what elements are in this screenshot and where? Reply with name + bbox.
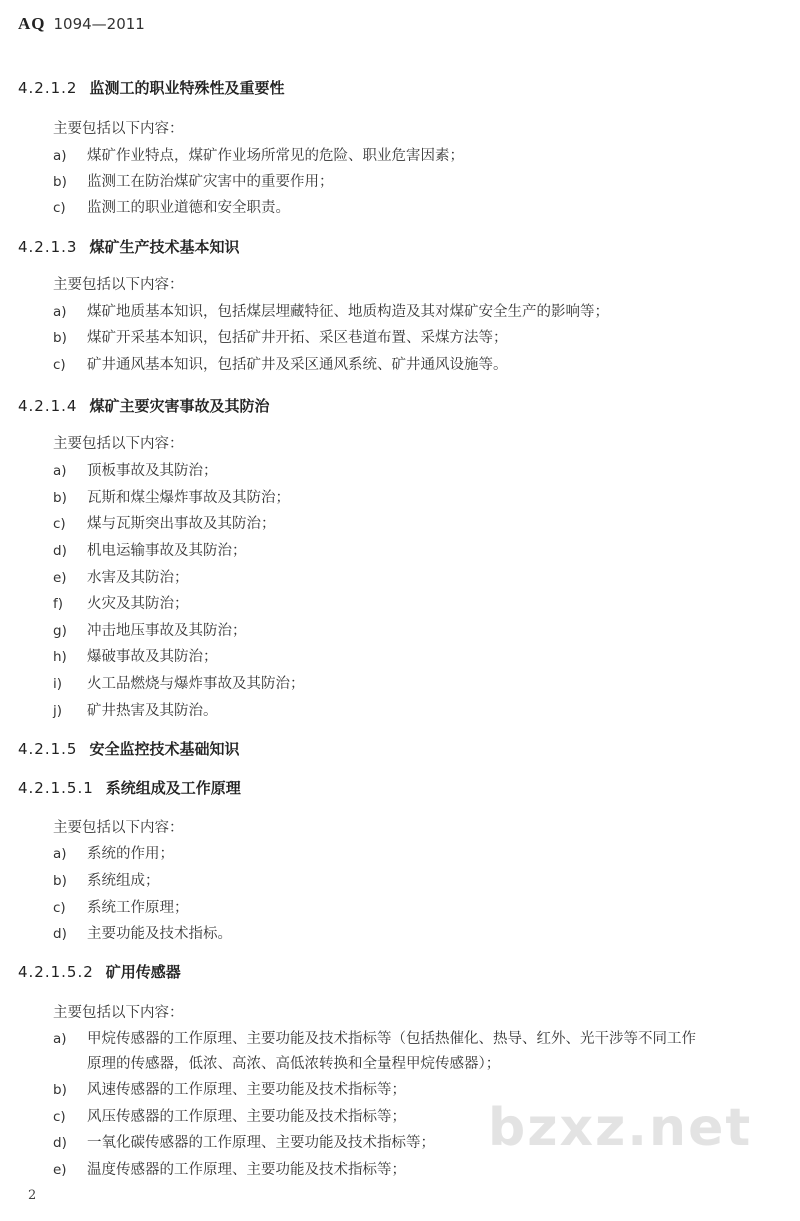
list-text: 风压传感器的工作原理、主要功能及技术指标等； (87, 1109, 406, 1125)
section-number: 4.2.1.2 (18, 79, 78, 97)
list-marker: c) (53, 200, 66, 216)
list-marker: c) (53, 357, 66, 373)
section-number: 4.2.1.5.2 (18, 963, 94, 981)
list-text: 煤矿作业特点，煤矿作业场所常见的危险、职业危害因素； (87, 148, 464, 164)
section-number: 4.2.1.3 (18, 238, 78, 256)
list-text: 矿井通风基本知识，包括矿井及采区通风系统、矿井通风设施等。 (87, 357, 508, 373)
list-item (53, 869, 160, 890)
list-text: 煤矿地质基本知识，包括煤层埋藏特征、地质构造及其对煤矿安全生产的影响等； (87, 304, 609, 320)
list-item (53, 512, 276, 533)
list-text: 瓦斯和煤尘爆炸事故及其防治； (87, 490, 290, 506)
list-marker: d) (53, 926, 67, 942)
list-text: 矿井热害及其防治。 (87, 703, 218, 719)
list-marker: b) (53, 1082, 67, 1098)
list-text: 监测工在防治煤矿灾害中的重要作用； (87, 174, 334, 190)
list-marker: c) (53, 900, 66, 916)
list-item (53, 896, 189, 917)
section-intro: 主要包括以下内容： (53, 121, 184, 137)
list-item (53, 1158, 406, 1179)
list-text: 系统的作用； (87, 846, 174, 862)
standard-number: 1094—2011 (53, 15, 145, 33)
list-marker: a) (53, 148, 67, 164)
list-text: 一氧化碳传感器的工作原理、主要功能及技术指标等； (87, 1135, 435, 1151)
list-text: 水害及其防治； (87, 570, 189, 586)
list-item (53, 486, 290, 507)
list-text: 爆破事故及其防治； (87, 649, 218, 665)
list-marker: h) (53, 649, 67, 665)
list-item (53, 539, 247, 560)
list-marker: j) (53, 703, 63, 719)
section-heading-4-2-1-4 (18, 395, 270, 416)
list-marker: a) (53, 304, 67, 320)
list-text: 风速传感器的工作原理、主要功能及技术指标等； (87, 1082, 406, 1098)
section-title: 煤矿生产技术基本知识 (89, 238, 240, 256)
list-marker: f) (53, 596, 64, 612)
list-marker: b) (53, 873, 67, 889)
list-marker: b) (53, 490, 67, 506)
list-text: 煤矿开采基本知识，包括矿井开拓、采区巷道布置、采煤方法等； (87, 330, 508, 346)
list-item (53, 672, 305, 693)
list-item (53, 1027, 696, 1048)
section-heading-4-2-1-2 (18, 77, 285, 98)
list-marker: e) (53, 570, 67, 586)
list-text: 甲烷传感器的工作原理、主要功能及技术指标等（包括热催化、热导、红外、光干涉等不同工作 (87, 1031, 696, 1047)
list-item (53, 842, 174, 863)
list-item (53, 645, 218, 666)
section-intro: 主要包括以下内容： (53, 1005, 184, 1021)
section-heading-4-2-1-5-2 (18, 961, 181, 982)
section-number: 4.2.1.5.1 (18, 779, 94, 797)
section-intro: 主要包括以下内容： (53, 820, 184, 836)
standard-code: AQ (18, 14, 46, 33)
list-text: 火工品燃烧与爆炸事故及其防治； (87, 676, 305, 692)
list-item (53, 196, 290, 217)
list-text: 顶板事故及其防治； (87, 463, 218, 479)
section-title: 矿用传感器 (105, 963, 181, 981)
list-marker: i) (53, 676, 63, 692)
list-item (53, 459, 218, 480)
list-item (53, 1131, 435, 1152)
list-marker: d) (53, 1135, 67, 1151)
list-item (53, 144, 464, 165)
list-item (53, 592, 189, 613)
section-title: 煤矿主要灾害事故及其防治 (89, 397, 270, 415)
list-item (53, 353, 508, 374)
list-marker: e) (53, 1162, 67, 1178)
standard-header (18, 14, 145, 34)
section-heading-4-2-1-5-1 (18, 777, 241, 798)
section-title: 监测工的职业特殊性及重要性 (89, 79, 285, 97)
list-marker: b) (53, 174, 67, 190)
list-marker: a) (53, 846, 67, 862)
section-title: 系统组成及工作原理 (105, 779, 241, 797)
list-text: 机电运输事故及其防治； (87, 543, 247, 559)
list-item (53, 566, 189, 587)
list-text: 主要功能及技术指标。 (87, 926, 232, 942)
list-item (53, 326, 508, 347)
section-number: 4.2.1.4 (18, 397, 78, 415)
list-text: 监测工的职业道德和安全职责。 (87, 200, 290, 216)
list-text: 冲击地压事故及其防治； (87, 623, 247, 639)
watermark: bzxz.net (488, 1098, 753, 1158)
list-marker: b) (53, 330, 67, 346)
section-intro: 主要包括以下内容： (53, 436, 184, 452)
section-intro: 主要包括以下内容： (53, 277, 184, 293)
list-item (53, 699, 218, 720)
list-item (53, 1105, 406, 1126)
list-text: 温度传感器的工作原理、主要功能及技术指标等； (87, 1162, 406, 1178)
list-marker: g) (53, 623, 67, 639)
list-text: 系统组成； (87, 873, 160, 889)
list-marker: a) (53, 463, 67, 479)
list-item (53, 300, 609, 321)
list-item (53, 922, 232, 943)
list-text: 火灾及其防治； (87, 596, 189, 612)
section-number: 4.2.1.5 (18, 740, 78, 758)
list-marker: d) (53, 543, 67, 559)
list-item (53, 619, 247, 640)
list-item (53, 170, 334, 191)
list-item-continuation: 原理的传感器，低浓、高浓、高低浓转换和全量程甲烷传感器）； (87, 1056, 501, 1072)
list-marker: c) (53, 516, 66, 532)
list-text: 煤与瓦斯突出事故及其防治； (87, 516, 276, 532)
list-text: 系统工作原理； (87, 900, 189, 916)
list-marker: c) (53, 1109, 66, 1125)
section-heading-4-2-1-3 (18, 236, 240, 257)
section-title: 安全监控技术基础知识 (89, 740, 240, 758)
section-heading-4-2-1-5 (18, 738, 240, 759)
list-item (53, 1078, 406, 1099)
list-marker: a) (53, 1031, 67, 1047)
page-number: 2 (28, 1188, 37, 1203)
